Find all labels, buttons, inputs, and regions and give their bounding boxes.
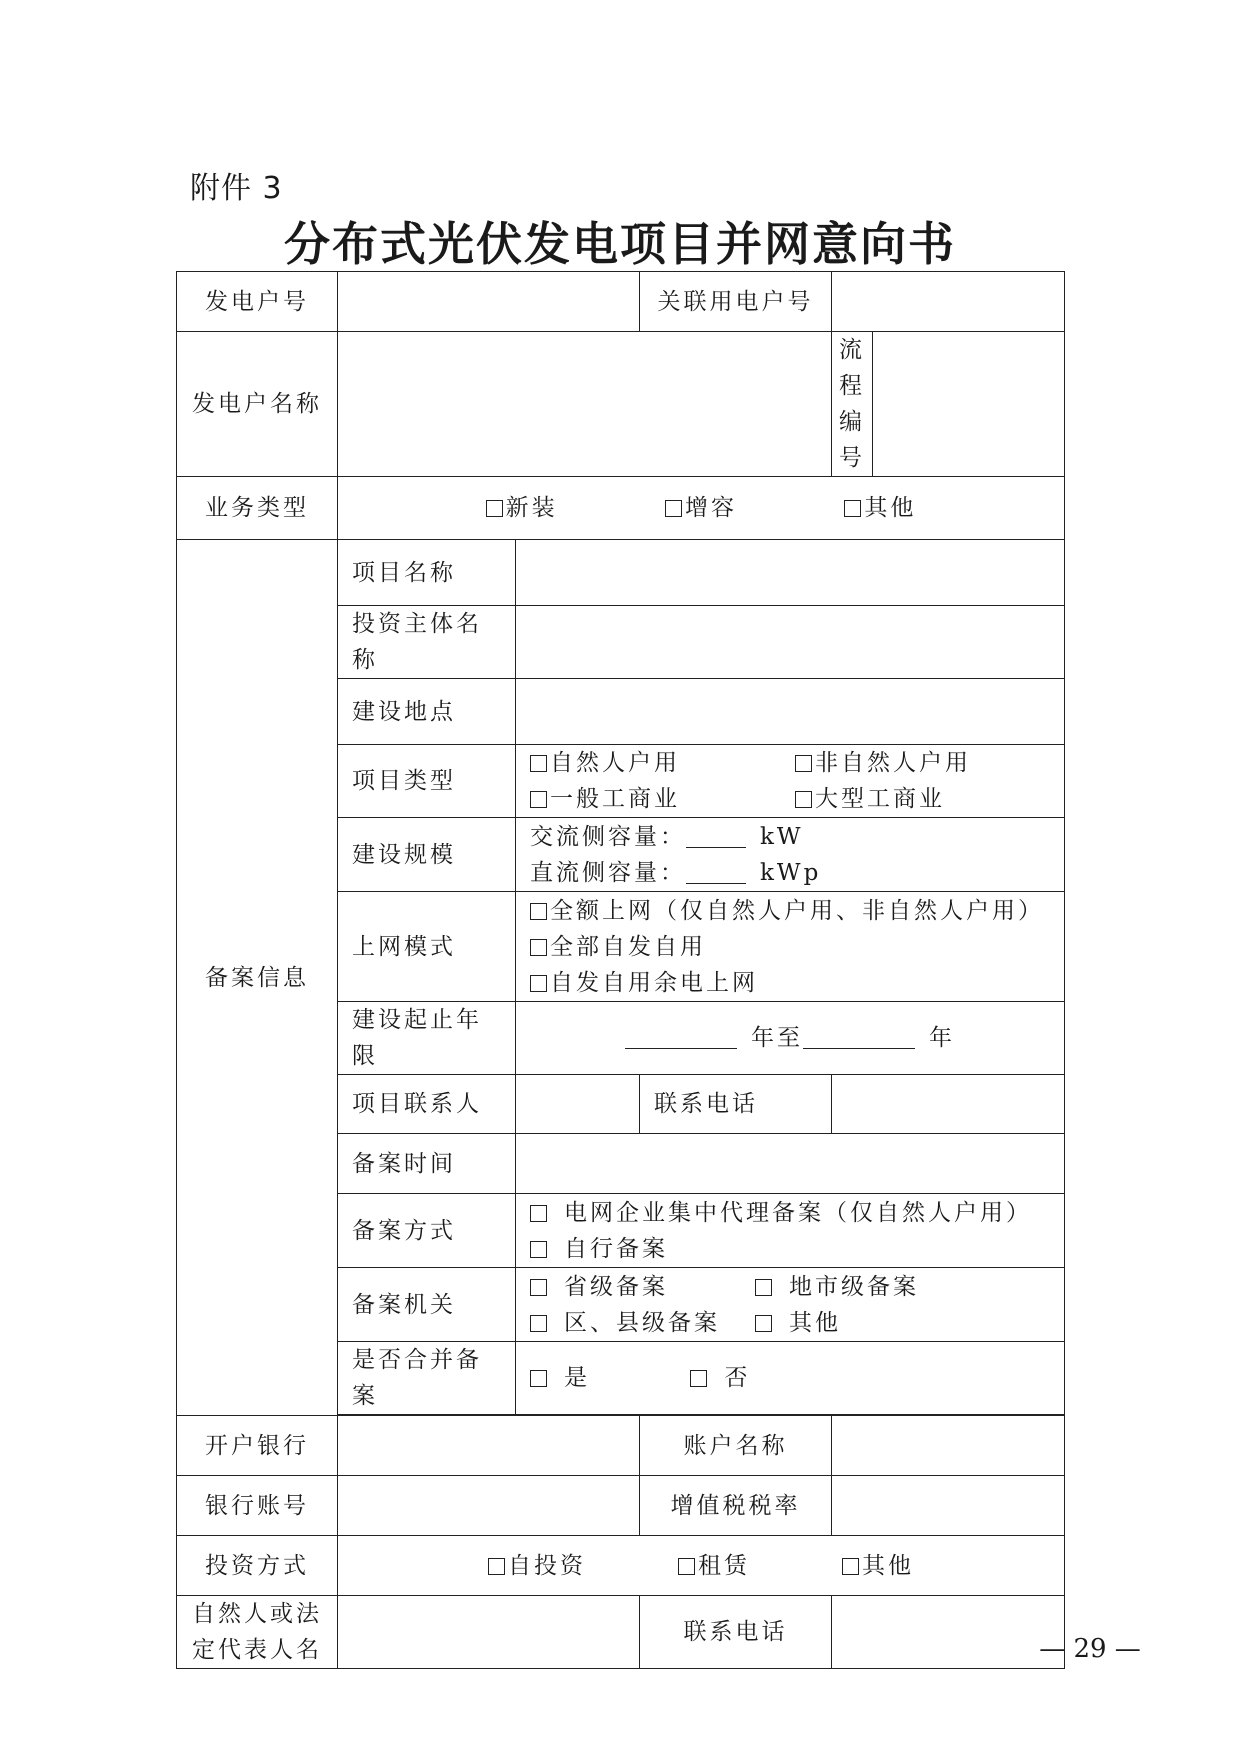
start-year-input[interactable] <box>625 1024 737 1049</box>
investor-name-field[interactable] <box>516 606 1065 679</box>
project-name-label: 项目名称 <box>338 540 516 606</box>
generation-owner-field[interactable] <box>338 332 832 477</box>
project-type-option[interactable]: 非自然人户用 <box>795 745 1050 781</box>
bank-field[interactable] <box>338 1416 640 1476</box>
merged-no-option[interactable]: 否 <box>690 1365 750 1391</box>
process-number-label-line2: 编号 <box>839 409 866 471</box>
project-name-field[interactable] <box>516 540 1065 606</box>
account-number-field[interactable] <box>338 1476 640 1536</box>
filing-authority-option[interactable]: 地市级备案 <box>755 1269 1050 1305</box>
checkbox-icon[interactable] <box>530 1241 547 1258</box>
merged-yes-option[interactable]: 是 <box>530 1360 680 1396</box>
checkbox-icon[interactable] <box>678 1558 695 1575</box>
investor-name-label: 投资主体名称 <box>338 606 516 679</box>
contact-phone-label: 联系电话 <box>640 1075 832 1134</box>
end-year-input[interactable] <box>803 1024 915 1049</box>
filing-authority-option[interactable]: 省级备案 <box>530 1269 755 1305</box>
dc-capacity-input[interactable] <box>686 859 746 884</box>
checkbox-icon[interactable] <box>530 755 547 772</box>
filing-time-label: 备案时间 <box>338 1134 516 1194</box>
filing-authority-option[interactable]: 其他 <box>755 1305 1050 1341</box>
project-contact-field[interactable] <box>516 1075 640 1134</box>
checkbox-icon[interactable] <box>755 1279 772 1296</box>
representative-phone-label: 联系电话 <box>640 1596 832 1669</box>
checkbox-icon[interactable] <box>842 1558 859 1575</box>
ac-capacity-input[interactable] <box>686 823 746 848</box>
filing-method-label: 备案方式 <box>338 1194 516 1268</box>
process-number-field[interactable] <box>873 332 1065 477</box>
business-type-option[interactable]: 其他 <box>844 490 916 526</box>
filing-method-option[interactable]: 自行备案 <box>530 1231 1050 1267</box>
generation-account-field[interactable] <box>338 272 640 332</box>
checkbox-icon[interactable] <box>530 791 547 808</box>
representative-label-line2: 定代表人名 <box>192 1637 322 1663</box>
filing-time-field[interactable] <box>516 1134 1065 1194</box>
investment-option[interactable]: 租赁 <box>678 1548 750 1584</box>
account-name-field[interactable] <box>832 1416 1065 1476</box>
filing-section-label: 备案信息 <box>177 540 338 1416</box>
checkbox-icon[interactable] <box>690 1370 707 1387</box>
filing-authority-label: 备案机关 <box>338 1268 516 1342</box>
checkbox-icon[interactable] <box>530 1370 547 1387</box>
ac-capacity-line: 交流侧容量： kW <box>530 823 804 850</box>
filing-authority-option[interactable]: 区、县级备案 <box>530 1305 755 1341</box>
checkbox-icon[interactable] <box>795 791 812 808</box>
checkbox-icon[interactable] <box>844 500 861 517</box>
project-type-option[interactable]: 自然人户用 <box>530 745 795 781</box>
investment-label: 投资方式 <box>177 1536 338 1596</box>
representative-label-line1: 自然人或法 <box>192 1601 322 1627</box>
process-number-label <box>832 332 873 477</box>
project-type-label: 项目类型 <box>338 745 516 818</box>
grid-mode-option[interactable]: 全部自发自用 <box>530 929 1050 965</box>
checkbox-icon[interactable] <box>530 1205 547 1222</box>
year-text: 年 <box>929 1025 956 1051</box>
checkbox-icon[interactable] <box>530 975 547 992</box>
page-title: 分布式光伏发电项目并网意向书 <box>284 217 956 271</box>
checkbox-icon[interactable] <box>530 1315 547 1332</box>
project-contact-label: 项目联系人 <box>338 1075 516 1134</box>
bank-label: 开户银行 <box>177 1416 338 1476</box>
intent-form-table <box>176 271 1065 1669</box>
generation-owner-label: 发电户名称 <box>177 332 338 477</box>
checkbox-icon[interactable] <box>755 1315 772 1332</box>
grid-mode-option[interactable]: 全额上网（仅自然人户用、非自然人户用） <box>530 893 1050 929</box>
checkbox-icon[interactable] <box>530 903 547 920</box>
project-type-option[interactable]: 一般工商业 <box>530 781 795 817</box>
generation-account-label: 发电户号 <box>177 272 338 332</box>
contact-phone-field[interactable] <box>832 1075 1065 1134</box>
checkbox-icon[interactable] <box>795 755 812 772</box>
dc-capacity-line: 直流侧容量： kWp <box>530 859 822 886</box>
page-number-text: — 29 — <box>1039 1634 1141 1664</box>
grid-mode-label: 上网模式 <box>338 892 516 1002</box>
period-label: 建设起止年限 <box>338 1002 516 1075</box>
location-label: 建设地点 <box>338 679 516 745</box>
investment-option[interactable]: 自投资 <box>488 1548 586 1584</box>
checkbox-icon[interactable] <box>665 500 682 517</box>
business-type-option[interactable]: 增容 <box>665 490 737 526</box>
linked-account-label: 关联用电户号 <box>640 272 832 332</box>
business-type-label: 业务类型 <box>177 477 338 540</box>
vat-rate-label: 增值税税率 <box>640 1476 832 1536</box>
grid-mode-option[interactable]: 自发自用余电上网 <box>530 965 1050 1001</box>
location-field[interactable] <box>516 679 1065 745</box>
checkbox-icon[interactable] <box>488 1558 505 1575</box>
checkbox-icon[interactable] <box>486 500 503 517</box>
project-type-option[interactable]: 大型工商业 <box>795 781 1050 817</box>
merged-filing-label: 是否合并备案 <box>338 1342 516 1415</box>
process-number-label-line1: 流程 <box>839 337 866 399</box>
account-name-label: 账户名称 <box>640 1416 832 1476</box>
attachment-label: 附件 3 <box>190 171 283 206</box>
vat-rate-field[interactable] <box>832 1476 1065 1536</box>
investment-option[interactable]: 其他 <box>842 1548 914 1584</box>
business-type-option[interactable]: 新装 <box>486 490 558 526</box>
account-number-label: 银行账号 <box>177 1476 338 1536</box>
filing-method-option[interactable]: 电网企业集中代理备案（仅自然人户用） <box>530 1195 1050 1231</box>
checkbox-icon[interactable] <box>530 939 547 956</box>
year-to-text: 年至 <box>751 1025 804 1051</box>
scale-label: 建设规模 <box>338 818 516 892</box>
linked-account-field[interactable] <box>832 272 1065 332</box>
page-number <box>0 1634 1220 1664</box>
checkbox-icon[interactable] <box>530 1279 547 1296</box>
